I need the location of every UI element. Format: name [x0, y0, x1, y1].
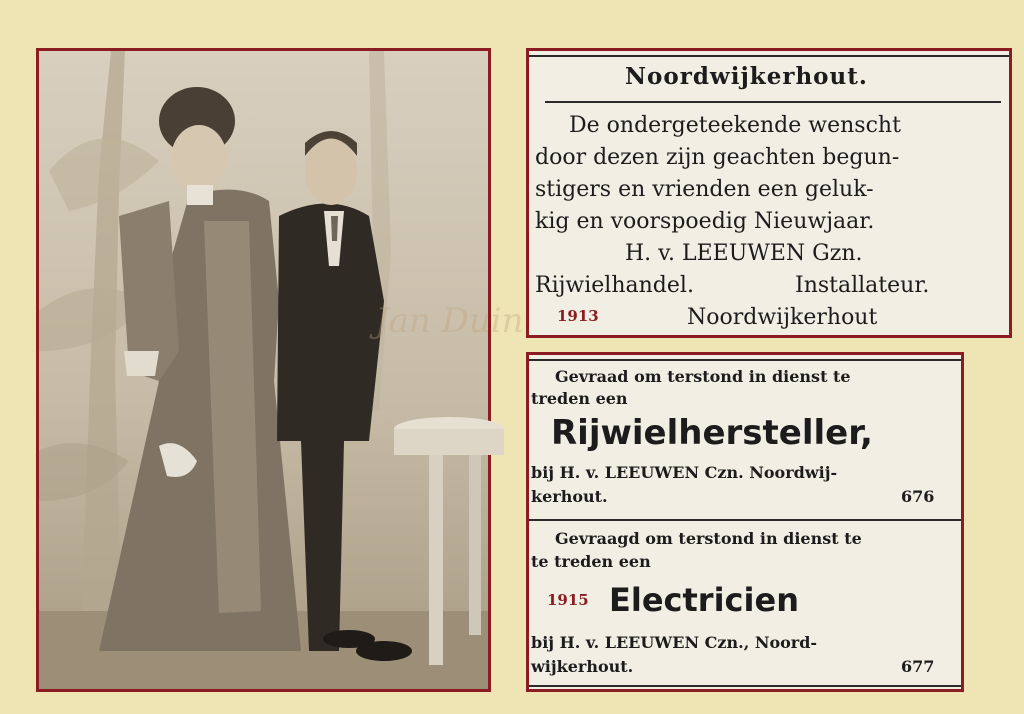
heading-rule [545, 101, 1001, 103]
ad-title: Rijwielhersteller, [551, 413, 873, 453]
ad-title: Electricien [609, 581, 799, 619]
bottom-rule [529, 685, 961, 687]
ad-number: 677 [901, 657, 935, 676]
ad-detail: bij H. v. LEEUWEN Czn., Noord- [531, 633, 818, 652]
text-line: H. v. LEEUWEN Gzn. [625, 241, 863, 266]
newspaper-clipping-1915 [526, 352, 964, 692]
vintage-portrait-photo [36, 48, 524, 692]
ad-intro: te treden een [531, 552, 651, 571]
text-line: De ondergeteekende wenscht [569, 113, 901, 138]
top-rule [529, 55, 1009, 57]
top-rule [529, 359, 961, 361]
text-line: Installateur. [795, 273, 930, 298]
year-label: 1913 [557, 307, 599, 325]
text-line: Noordwijkerhout [687, 305, 878, 330]
newspaper-clipping-1913 [526, 48, 1012, 338]
clipping-heading: Noordwijkerhout. [625, 63, 868, 90]
ad-intro: Gevraad om terstond in dienst te [555, 367, 851, 386]
ad-intro: Gevraagd om terstond in dienst te [555, 529, 862, 548]
text-line: stigers en vrienden een geluk- [535, 177, 874, 202]
ad-intro: treden een [531, 389, 628, 408]
year-label: 1915 [547, 591, 589, 609]
text-line: Rijwielhandel. [535, 273, 694, 298]
separator-rule [529, 519, 961, 521]
portrait-image [39, 51, 488, 689]
ad-detail: wijkerhout. [531, 657, 634, 676]
text-line: kig en voorspoedig Nieuwjaar. [535, 209, 875, 234]
text-line: door dezen zijn geachten begun- [535, 145, 900, 170]
ad-detail: kerhout. [531, 487, 608, 506]
photo-watermark: Jan Duin [375, 301, 524, 341]
ad-detail: bij H. v. LEEUWEN Czn. Noordwij- [531, 463, 838, 482]
ad-number: 676 [901, 487, 935, 506]
